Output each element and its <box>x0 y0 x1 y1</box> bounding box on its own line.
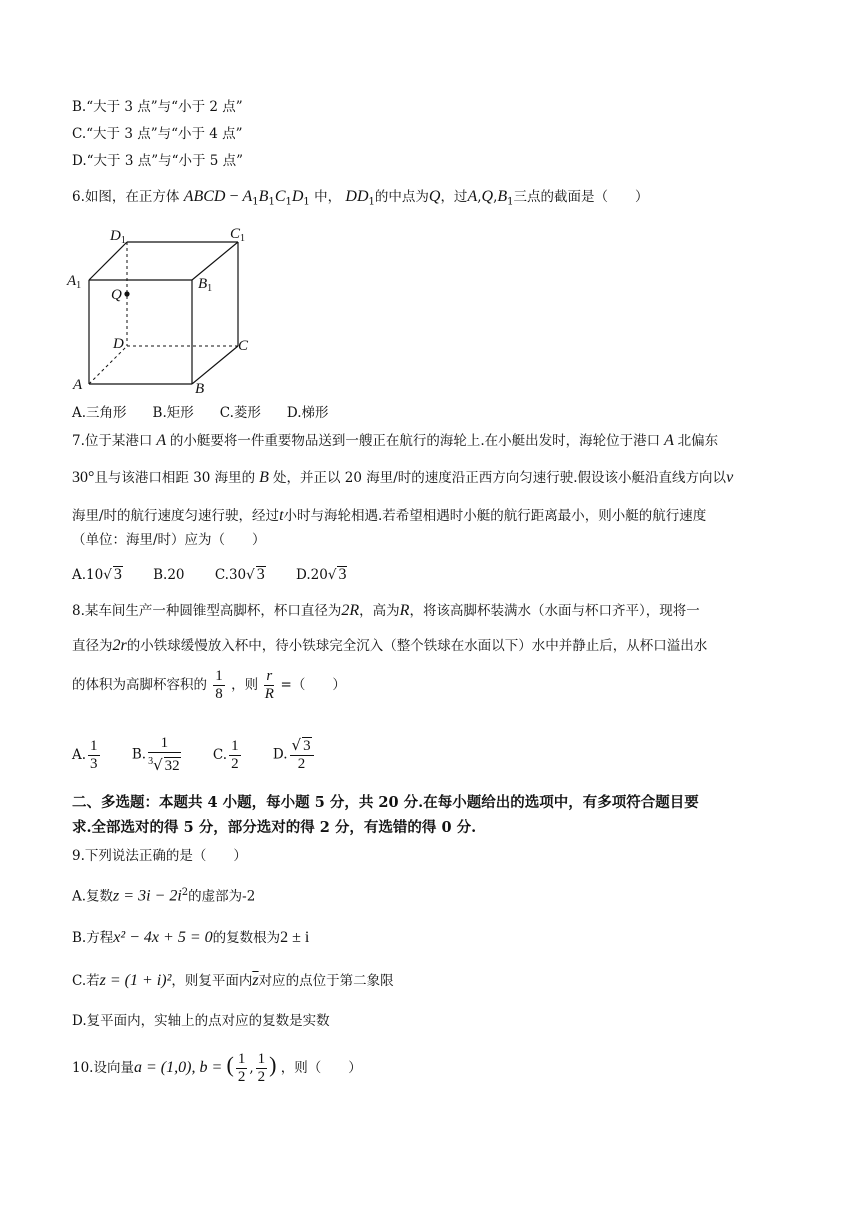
q6-options: A.三角形 B.矩形 C.菱形 D.梯形 <box>72 405 329 421</box>
label-a: A <box>73 377 83 393</box>
q9-stem: 9.下列说法正确的是（ ） <box>72 848 247 864</box>
q5-option-b: B.“大于 3 点”与“小于 2 点” <box>72 99 243 115</box>
section2-heading-line2: 求.全部选对的得 5 分，部分选对的得 2 分，有选错的得 0 分. <box>72 819 477 836</box>
section2-heading-line1: 二、多选题：本题共 4 小题，每小题 5 分，共 20 分.在每小题给出的选项中，有多项符合题目要 <box>72 794 699 811</box>
label-a1: $A_1$ <box>67 273 82 291</box>
label-b1: $B_1$ <box>198 276 213 294</box>
label-c: C <box>238 338 249 354</box>
q6-stem: 6.如图，在正方体 ABCD − $A_1B_1C_1D_1$ 中， $DD_1$的中点为Q，过$A,Q,B_1$三点的截面是（ ） <box>72 188 649 208</box>
cube-figure <box>62 222 262 397</box>
q9-option-a: A.复数$z = 3i - 2i^2$的虚部为-2 <box>72 887 256 905</box>
q7-line4: （单位：海里/时）应为（ ） <box>72 532 266 548</box>
q7-line1: 7.位于某港口 A 的小艇要将一件重要物品送到一艘正在航行的海轮上.在小艇出发时，海轮位于港口 A 北偏东 <box>72 432 719 449</box>
label-d1: $D_1$ <box>110 228 126 246</box>
q9-option-c: C.若z = (1 + i)²，则复平面内$\overline{z}$对应的点位于第二象限 <box>72 972 394 989</box>
label-b: B <box>195 381 205 397</box>
q8-options: A. $\frac{1}{3}$ B. $\frac{1}{^3√ 32}$ C. $\frac{1}{2}$ D. $\frac{√ 3}{2}$ <box>72 735 342 775</box>
label-q: Q <box>111 287 122 303</box>
q8-line2: 直径为2r的小铁球缓慢放入杯中，待小铁球完全沉入（整个铁球在水面以下）水中并静止后，从杯口溢出水 <box>72 637 708 654</box>
q8-line3: 的体积为高脚杯容积的 $\frac{1}{8}$ ，则 $\frac{r}{R}$ =（ ） <box>72 668 346 702</box>
label-c1: $C_1$ <box>230 226 246 244</box>
q9-option-d: D.复平面内，实轴上的点对应的复数是实数 <box>72 1013 330 1029</box>
q9-option-b: B.方程x² − 4x + 5 = 0的复数根为2 ± i <box>72 929 310 946</box>
q5-option-d: D.“大于 3 点”与“小于 5 点” <box>72 153 244 169</box>
q10-stem: 10.设向量a = (1,0), b = ( $\frac{1}{2}$ , $\frac{1}{2}$ ) ，则（ ） <box>72 1051 362 1085</box>
q7-line3: 海里/时的航行速度匀速行驶，经过t小时与海轮相遇.若希望相遇时小艇的航行距离最小，则小艇的航行速度 <box>72 507 707 524</box>
q8-line1: 8.某车间生产一种圆锥型高脚杯，杯口直径为2R，高为R，将该高脚杯装满水（水面与杯口齐平），现将一 <box>72 602 700 619</box>
q5-option-c: C.“大于 3 点”与“小于 4 点” <box>72 126 243 142</box>
label-d: D <box>113 336 124 352</box>
q7-line2: 30°且与该港口相距 30 海里的 B 处，并正以 20 海里/时的速度沿正西方向匀速行驶.假设该小艇沿直线方向以v <box>72 469 734 486</box>
point-q <box>124 291 129 296</box>
q7-options: A.10√ 3 B.20 C.30√ 3 D.20√ 3 <box>72 566 347 583</box>
